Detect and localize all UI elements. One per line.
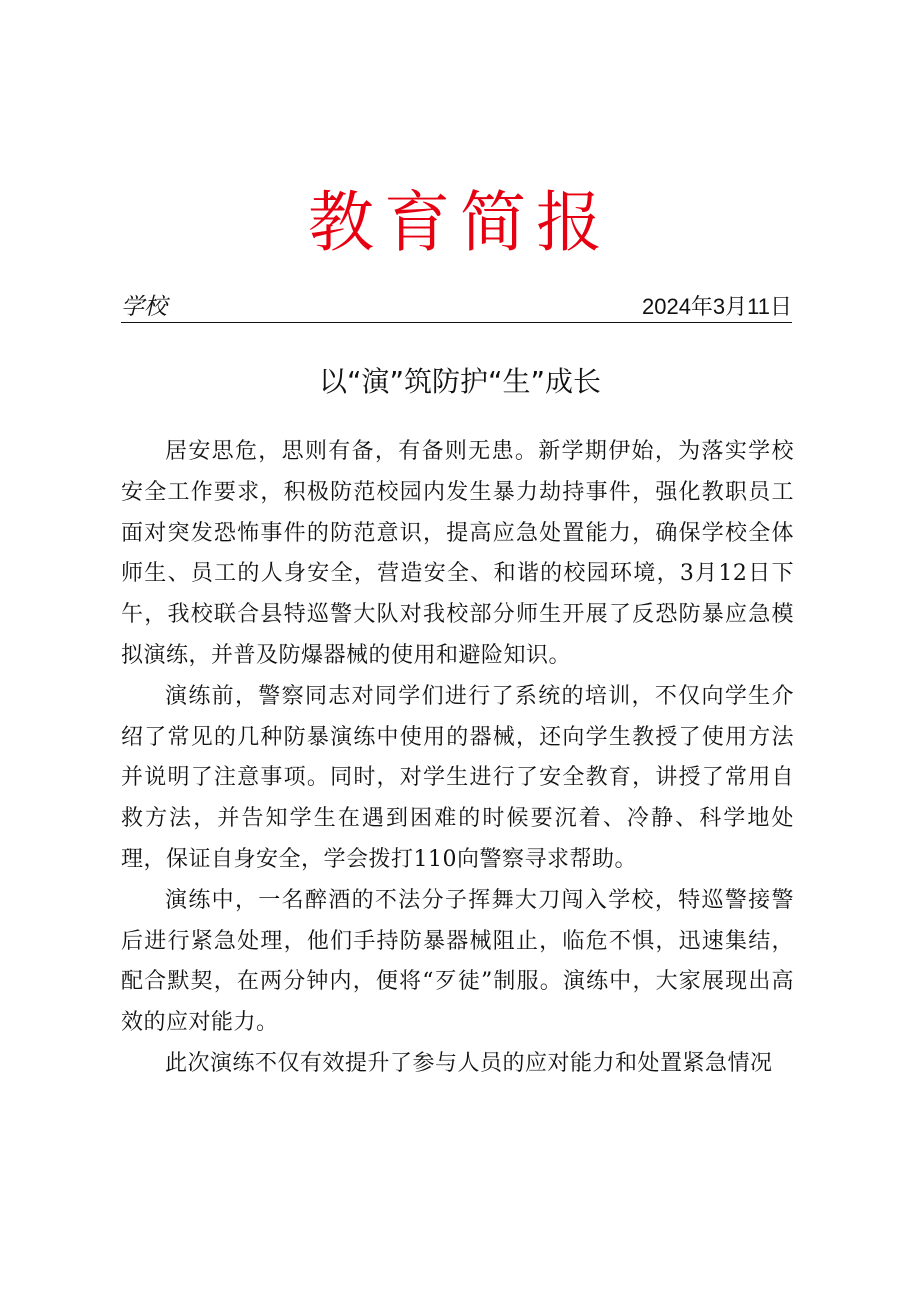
article-title: 以“演”筑防护“生”成长 xyxy=(318,365,602,398)
paragraph: 演练中，一名醉酒的不法分子挥舞大刀闯入学校，特巡警接警后进行紧急处理，他们手持防暴器械阻止，临危不惧，迅速集结，配合默契，在两分钟内，便将“歹徒”制服。演练中，大家展现出高效的应对能力。 xyxy=(121,887,794,1036)
school-label: 学校 xyxy=(121,294,167,320)
info-line xyxy=(121,292,792,323)
article-body xyxy=(121,432,794,1085)
issue-date: 2024年3月11日 xyxy=(641,294,792,319)
masthead-title: 教育简报 xyxy=(308,184,612,261)
paragraph: 居安思危，思则有备，有备则无患。新学期伊始，为落实学校安全工作要求，积极防范校园内发生暴力劫持事件，强化教职员工面对突发恐怖事件的防范意识，提高应急处置能力，确保学校全体师生、员工的人身安全，营造安全、和谐的校园环境，3月12日下午，我校联合县特巡警大队对我校部分师生开展了反恐防暴应急模拟演练，并普及防爆器械的使用和避险知识。 xyxy=(121,439,794,668)
paragraph: 此次演练不仅有效提升了参与人员的应对能力和处置紧急情况 xyxy=(165,1050,773,1076)
paragraph: 演练前，警察同志对同学们进行了系统的培训，不仅向学生介绍了常见的几种防暴演练中使用的器械，还向学生教授了使用方法并说明了注意事项。同时，对学生进行了安全教育，讲授了常用自救方法，并告知学生在遇到困难的时候要沉着、冷静、科学地处理，保证自身安全，学会拨打110向警察寻求帮助。 xyxy=(121,683,794,872)
